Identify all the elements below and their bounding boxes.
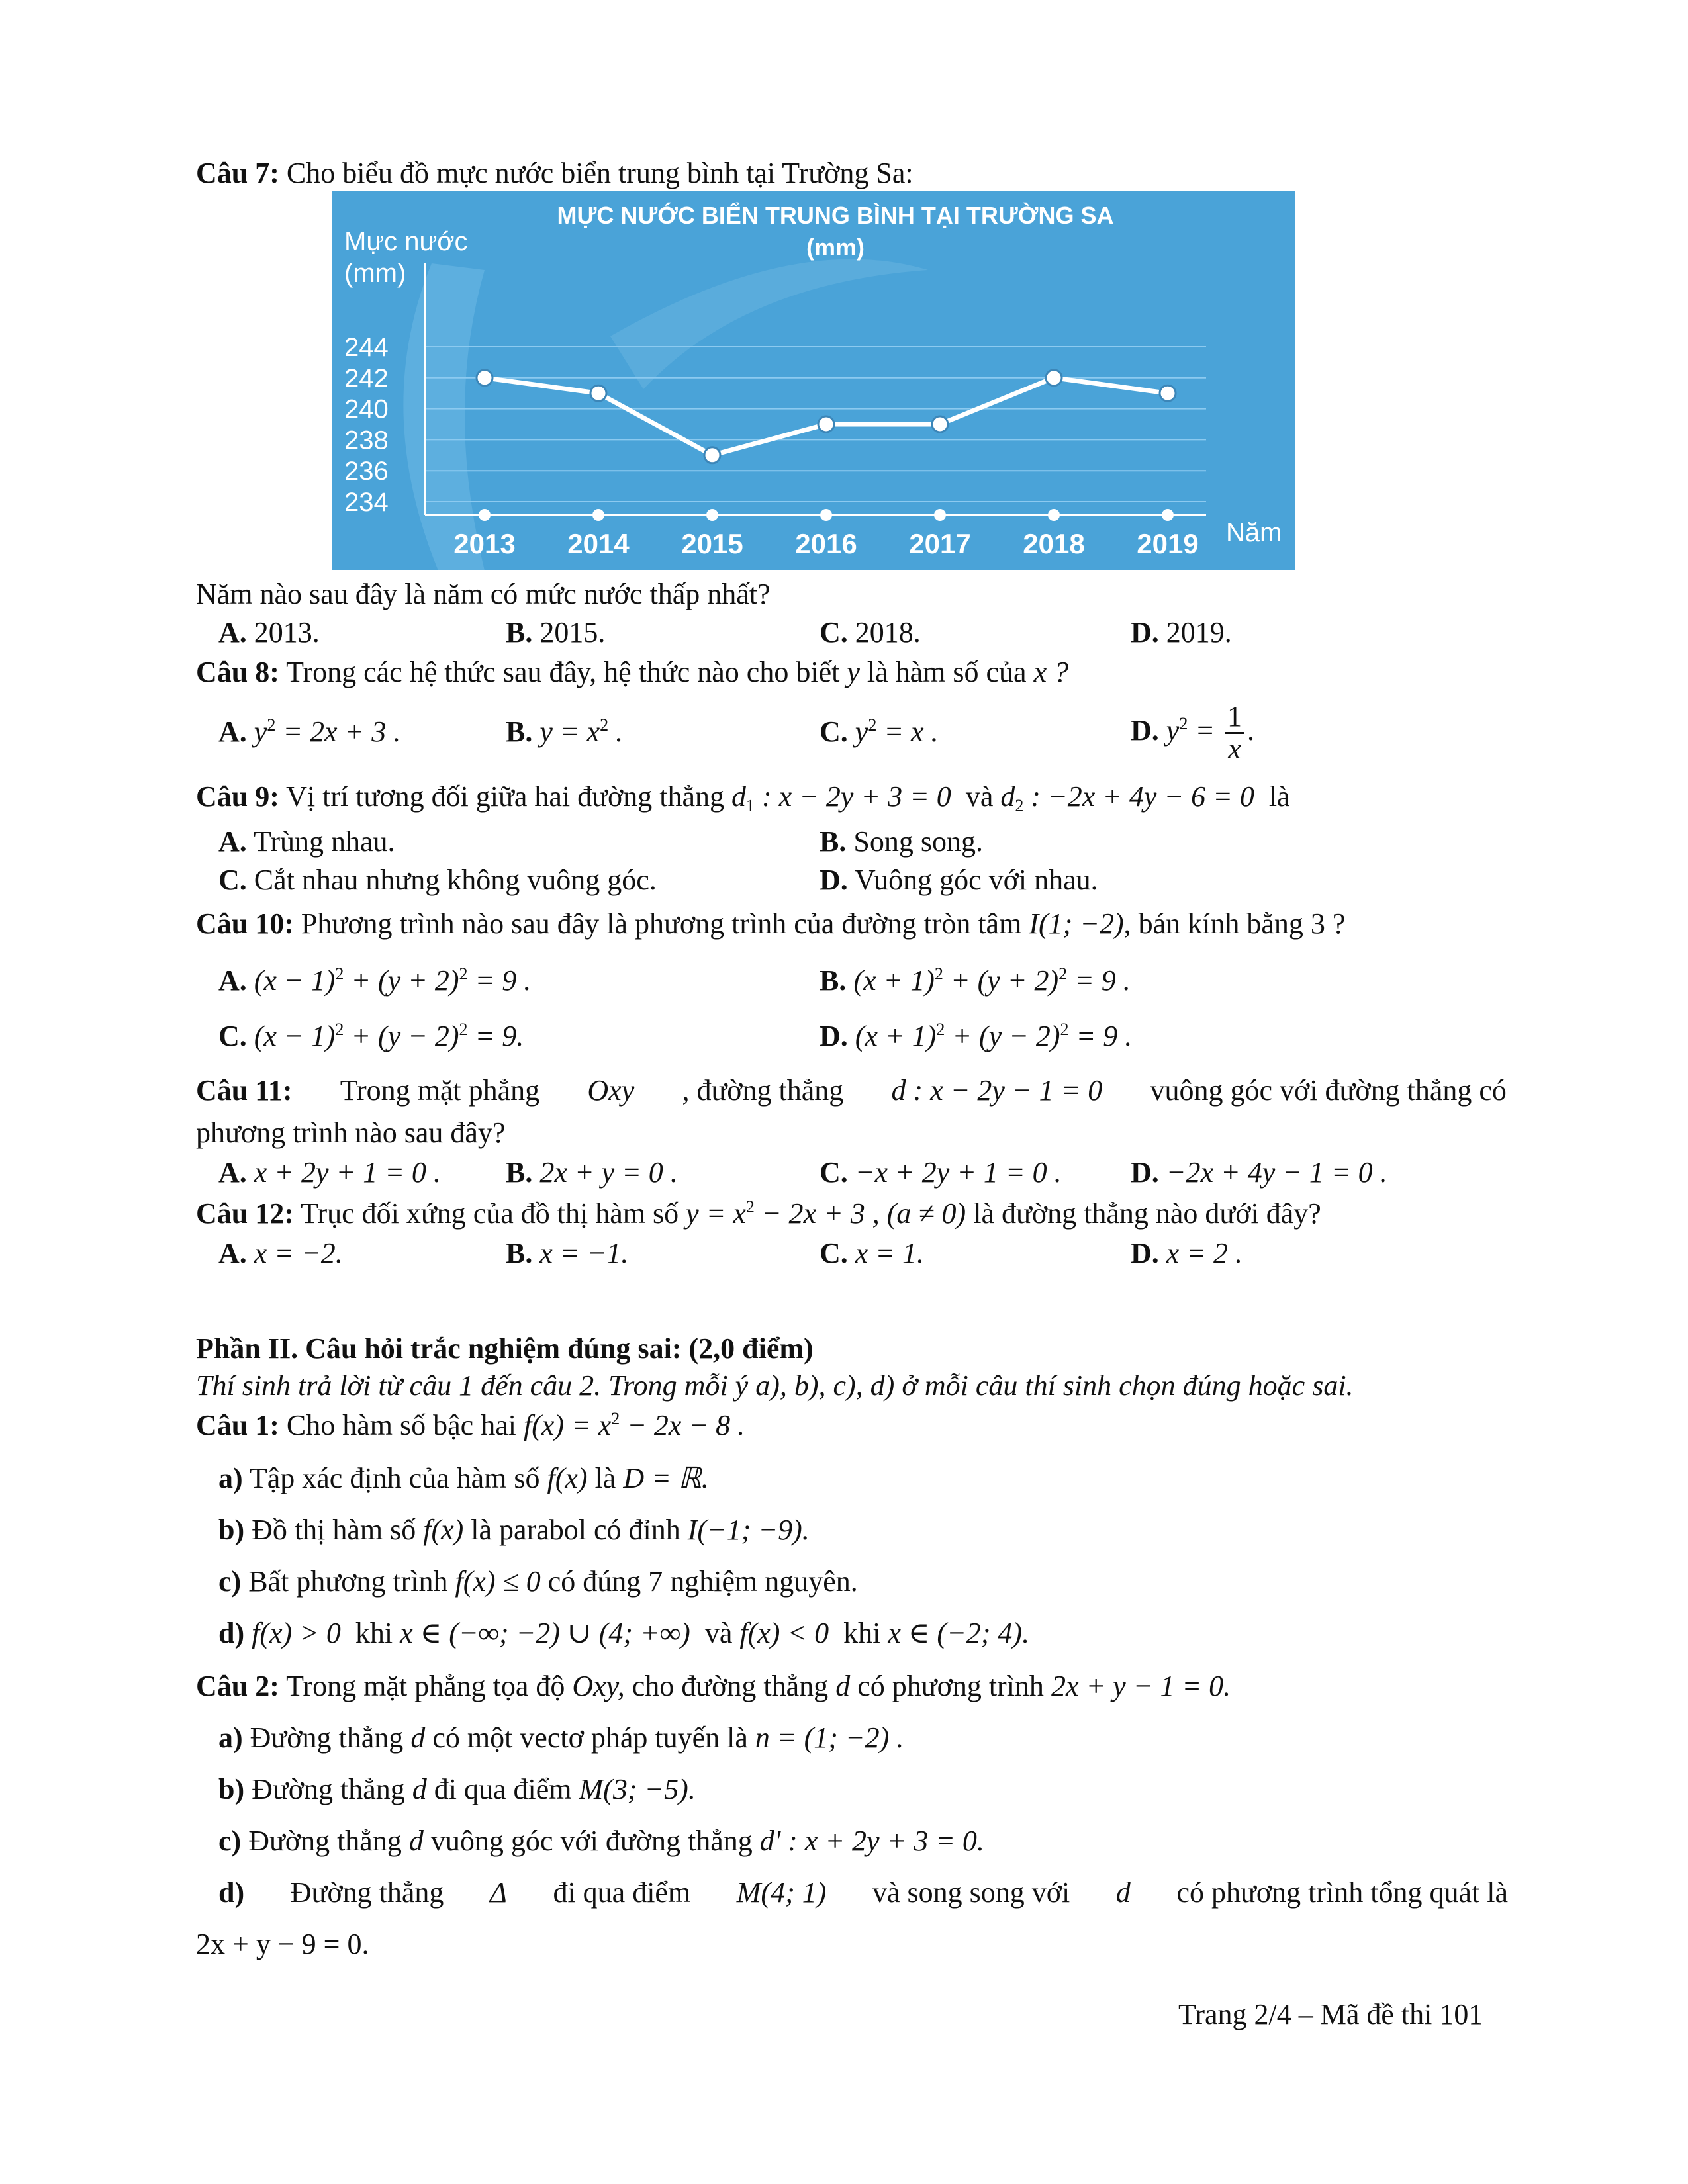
q10-radius: 3 ?: [1310, 907, 1346, 940]
data-point-2017: [932, 416, 948, 432]
q11-text-c: vuông góc với đường thẳng có: [1150, 1074, 1507, 1107]
x-tick-label: 2014: [567, 528, 630, 559]
q9-stem: Câu 9: Vị trí tương đối giữa hai đường thẳng $d_1$ : x − 2y + 3 = 0 và $d_2$ : −2x + 4y − 6 = 0 là: [196, 780, 1290, 815]
q9-text: Vị trí tương đối giữa hai đường thẳng: [286, 780, 725, 813]
q12-label: Câu 12:: [196, 1197, 294, 1230]
chart-title: MỰC NƯỚC BIỂN TRUNG BÌNH TẠI TRƯỜNG SA: [557, 202, 1114, 229]
q10-options-row1: [0, 964, 1688, 1005]
q7-option-a[interactable]: A. 2013.: [218, 616, 320, 649]
q11-oxy: Oxy: [587, 1074, 635, 1107]
q11-stem-line2: phương trình nào sau đây?: [196, 1116, 506, 1149]
q7-options: [0, 615, 1688, 653]
part2-instruction: Thí sinh trả lời từ câu 1 đến câu 2. Trong mỗi ý a), b), c), d) ở mỗi câu thí sinh chọn đúng hoặc sai.: [196, 1369, 1354, 1402]
p2q1-stem: Câu 1: Cho hàm số bậc hai $f(x) = x^2 - 2x - 8$ .: [196, 1409, 745, 1441]
p2q2-oxy: Oxy,: [572, 1670, 625, 1702]
q12-text: Trục đối xứng của đồ thị hàm số: [301, 1197, 679, 1230]
y-tick-label: 240: [344, 394, 389, 424]
q11-text-b: , đường thẳng: [682, 1074, 844, 1107]
q9-options-row1: [0, 825, 1688, 862]
q12-fn: y = x: [686, 1197, 746, 1230]
q10-option-d[interactable]: D. $(x + 1)^2 + (y - 2)^2 = 9$ .: [820, 1020, 1133, 1052]
q12-options: [0, 1236, 1688, 1273]
q11-stem-line1: [196, 1073, 1507, 1109]
q11-d-eq: d : x − 2y − 1 = 0: [891, 1074, 1103, 1107]
q8-label: Câu 8:: [196, 656, 279, 688]
x-axis-label: Năm: [1226, 518, 1282, 547]
q9-option-a[interactable]: A. Trùng nhau.: [218, 825, 395, 858]
q12-option-d[interactable]: D. x = 2 .: [1131, 1237, 1243, 1269]
y-tick-label: 244: [344, 333, 389, 362]
q9-option-d[interactable]: D. Vuông góc với nhau.: [820, 864, 1098, 896]
q12-option-a[interactable]: A. x = −2.: [218, 1237, 343, 1269]
data-point-2015: [704, 447, 720, 463]
data-point-2013: [477, 370, 492, 386]
p2q2-text2: cho đường thẳng: [632, 1670, 829, 1702]
data-point-2018: [1046, 370, 1062, 386]
p2q2-label: Câu 2:: [196, 1670, 279, 1702]
p2q2-text1: Trong mặt phẳng tọa độ: [286, 1670, 565, 1702]
q11-option-d[interactable]: D. −2x + 4y − 1 = 0 .: [1131, 1156, 1387, 1189]
x-tick-marker: [934, 509, 946, 521]
q8-option-d[interactable]: D. $y^2$ = $\frac{1}{x}$ .: [1131, 700, 1255, 766]
sea-level-chart: [332, 191, 1295, 570]
data-point-2019: [1160, 385, 1176, 401]
q11-option-c[interactable]: C. −x + 2y + 1 = 0 .: [820, 1156, 1062, 1189]
q7-option-b[interactable]: B. 2015.: [506, 616, 606, 649]
q12-option-c[interactable]: C. x = 1.: [820, 1237, 925, 1269]
page-footer: Trang 2/4 – Mã đề thi 101: [1178, 1998, 1483, 2030]
x-tick-label: 2017: [909, 528, 971, 559]
q10-center: I(1; −2): [1029, 907, 1124, 940]
q8-fraction: $\frac{1}{x}$: [1225, 702, 1244, 764]
q9-tail: là: [1268, 780, 1290, 813]
x-tick-label: 2013: [453, 528, 516, 559]
y-tick-label: 242: [344, 363, 389, 393]
q10-stem: [196, 907, 1345, 942]
y-axis-label: Mực nước: [344, 227, 468, 256]
p2q1-item-c[interactable]: c) Bất phương trình f(x) ≤ 0 có đúng 7 nghiệm nguyên.: [218, 1565, 858, 1598]
q11-options: [0, 1156, 1688, 1193]
q7-label: Câu 7:: [196, 157, 279, 189]
q8-text-mid: là hàm số của: [867, 656, 1027, 688]
q10-option-b[interactable]: B. $(x + 1)^2 + (y + 2)^2 = 9$ .: [820, 964, 1131, 997]
q7-text: Cho biểu đồ mực nước biển trung bình tại Trường Sa:: [286, 157, 914, 189]
q8-stem: [196, 655, 1068, 690]
q9-d1-eq: : x − 2y + 3 = 0: [755, 780, 951, 813]
p2q2-eq: 2x + y − 1 = 0.: [1051, 1670, 1231, 1702]
y-tick-label: 236: [344, 457, 389, 486]
q8-option-c[interactable]: C. $y^2 = x$ .: [820, 715, 939, 748]
p2q2-item-b[interactable]: b) Đường thẳng d đi qua điểm M(3; −5).: [218, 1773, 696, 1805]
q7-option-c[interactable]: C. 2018.: [820, 616, 921, 649]
p2q2-text3: có phương trình: [857, 1670, 1044, 1702]
q9-option-b[interactable]: B. Song song.: [820, 825, 983, 858]
x-tick-marker: [820, 509, 832, 521]
q11-label: Câu 11:: [196, 1074, 293, 1107]
q12-stem: Câu 12: Trục đối xứng của đồ thị hàm số $y = x^2 - 2x + 3$ , (a ≠ 0) là đường thẳng nào dưới đây?: [196, 1197, 1321, 1230]
q9-d2: d: [1000, 780, 1015, 813]
q9-label: Câu 9:: [196, 780, 279, 813]
normal-vector: n = (1; −2) .: [755, 1721, 904, 1754]
x-tick-marker: [1162, 509, 1174, 521]
q10-option-c[interactable]: C. $(x - 1)^2 + (y - 2)^2 = 9$.: [218, 1020, 524, 1052]
q9-d1: d: [731, 780, 747, 813]
q8-text: Trong các hệ thức sau đây, hệ thức nào cho biết: [286, 656, 840, 688]
q8-var-y: y: [847, 656, 860, 688]
q10-label: Câu 10:: [196, 907, 294, 940]
x-tick-label: 2018: [1023, 528, 1085, 559]
p2q1-item-a[interactable]: a) Tập xác định của hàm số f(x) là D = ℝ.: [218, 1462, 709, 1494]
q11-option-b[interactable]: B. 2x + y = 0 .: [506, 1156, 678, 1189]
q7-question: Năm nào sau đây là năm có mức nước thấp nhất?: [196, 578, 771, 610]
q11-text: Trong mặt phẳng: [340, 1074, 540, 1107]
q10-text2: , bán kính bằng: [1123, 907, 1303, 940]
chart-subtitle: (mm): [806, 234, 865, 261]
x-tick-marker: [706, 509, 718, 521]
x-tick-label: 2016: [795, 528, 857, 559]
p2q2-item-d[interactable]: d) Đường thẳng Δ đi qua điểm M(4; 1) và song song với d có phương trình tổng quát là: [218, 1876, 1508, 1909]
p2q2-item-a[interactable]: a) Đường thẳng d có một vectơ pháp tuyến là n = (1; −2) .: [218, 1721, 904, 1754]
q8-option-b[interactable]: B. $y = x^2$ .: [506, 715, 624, 748]
p2q2-stem: [196, 1669, 1231, 1704]
q8-option-a[interactable]: A. $y^2 = 2x + 3$ .: [218, 715, 401, 748]
part2-title: Phần II. Câu hỏi trắc nghiệm đúng sai: (2,0 điểm): [196, 1332, 814, 1365]
p2q2-item-d-eq: 2x + y − 9 = 0.: [196, 1928, 369, 1960]
q10-options-row2: [0, 1019, 1688, 1060]
y-axis-unit: (mm): [344, 259, 406, 288]
p2q1-text: Cho hàm số bậc hai: [286, 1409, 516, 1441]
q12-tail: là đường thẳng nào dưới đây?: [973, 1197, 1321, 1230]
x-tick-marker: [479, 509, 491, 521]
p2q1-fn: f(x) = x: [523, 1409, 612, 1441]
q9-and: và: [965, 780, 994, 813]
q7-stem: [196, 156, 914, 191]
x-tick-marker: [1048, 509, 1060, 521]
q9-d2-eq: : −2x + 4y − 6 = 0: [1023, 780, 1254, 813]
q9-option-c[interactable]: C. Cắt nhau nhưng không vuông góc.: [218, 864, 657, 896]
data-point-2016: [818, 416, 834, 432]
p2q1-item-d[interactable]: d) f(x) > 0 khi x ∈ (−∞; −2) ∪ (4; +∞) và f(x) < 0 khi x ∈ (−2; 4).: [218, 1617, 1030, 1649]
p2q2-item-c[interactable]: c) Đường thẳng d vuông góc với đường thẳng d' : x + 2y + 3 = 0.: [218, 1825, 984, 1857]
x-tick-marker: [592, 509, 604, 521]
q7-option-d[interactable]: D. 2019.: [1131, 616, 1232, 649]
q9-options-row2: [0, 863, 1688, 900]
q8-var-x: x ?: [1033, 656, 1069, 688]
p2q1-item-b[interactable]: b) Đồ thị hàm số f(x) là parabol có đỉnh I(−1; −9).: [218, 1514, 810, 1546]
q12-option-b[interactable]: B. x = −1.: [506, 1237, 629, 1269]
x-tick-label: 2019: [1137, 528, 1199, 559]
y-tick-label: 234: [344, 488, 389, 517]
y-tick-label: 238: [344, 426, 389, 455]
x-tick-label: 2015: [681, 528, 743, 559]
q8-options: [0, 702, 1688, 768]
p2q2-d: d: [835, 1670, 851, 1702]
p2q1-fn-b: − 2x − 8 .: [620, 1409, 745, 1441]
p2q1-label: Câu 1:: [196, 1409, 279, 1441]
q10-option-a[interactable]: A. $(x - 1)^2 + (y + 2)^2 = 9$ .: [218, 964, 532, 997]
q10-text: Phương trình nào sau đây là phương trình của đường tròn tâm: [301, 907, 1022, 940]
q12-fn-b: − 2x + 3 , (a ≠ 0): [754, 1197, 966, 1230]
q11-option-a[interactable]: A. x + 2y + 1 = 0 .: [218, 1156, 441, 1189]
data-point-2014: [590, 385, 606, 401]
